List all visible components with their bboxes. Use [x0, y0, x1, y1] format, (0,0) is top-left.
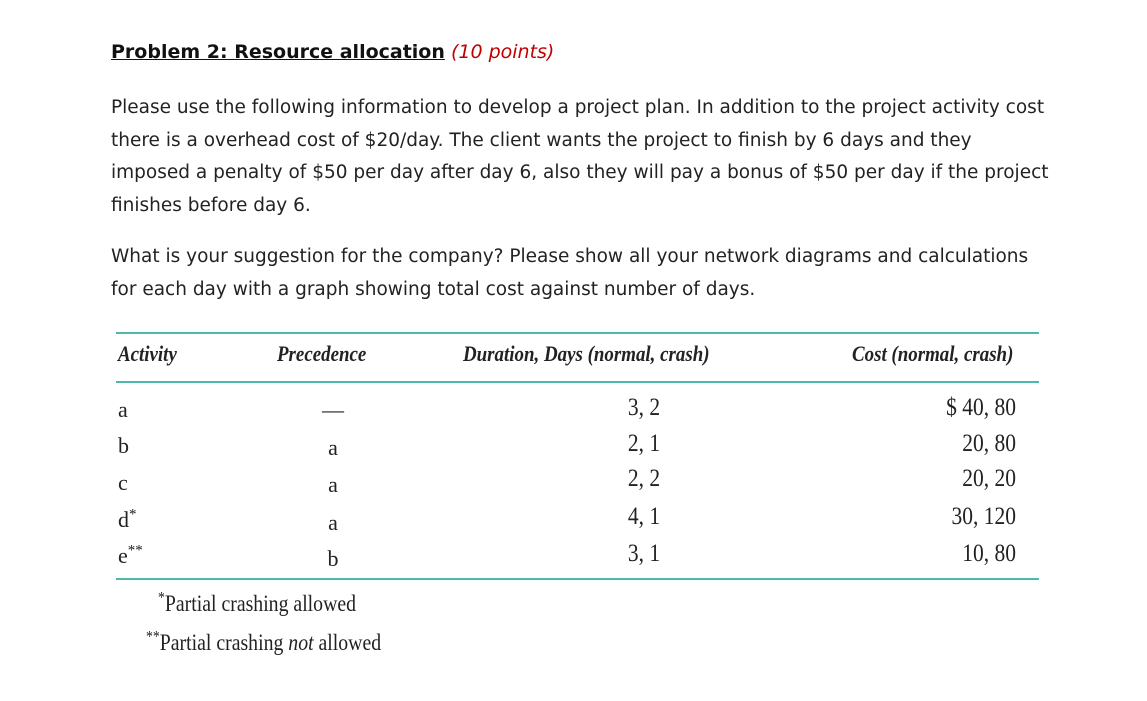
description-line: Please use the following information to develop a project plan. In addition to the project activity cost	[111, 97, 1045, 118]
header-activity: Activity	[118, 341, 177, 366]
header-duration: Duration, Days (normal, crash)	[463, 341, 710, 366]
duration-cell: 3, 2	[627, 394, 661, 421]
activity-cell: a	[118, 397, 128, 422]
duration-cell: 3, 1	[627, 540, 661, 567]
description-line: there is a overhead cost of $20/day. The client wants the project to finish by 6 days and they	[111, 129, 972, 151]
footnote-partial-allowed: *Partial crashing allowed	[158, 589, 357, 616]
table-top-rule	[116, 332, 1039, 334]
activity-cell: c	[118, 470, 128, 495]
table-bottom-rule	[116, 578, 1039, 580]
duration-cell: 2, 2	[627, 465, 661, 492]
question-line: What is your suggestion for the company? Please show all your network diagrams and calculations	[111, 246, 1029, 267]
table-header-rule	[116, 381, 1039, 383]
problem-heading	[111, 41, 554, 63]
description-line: imposed a penalty of $50 per day after day 6, also they will pay a bonus of $50 per day if the project	[111, 162, 1049, 183]
precedence-cell: b	[327, 546, 339, 571]
header-precedence: Precedence	[277, 341, 367, 366]
cost-cell: 30, 120	[951, 503, 1016, 530]
cost-cell: $ 40, 80	[946, 394, 1016, 421]
problem-description	[111, 92, 1049, 222]
header-cost: Cost (normal, crash)	[852, 341, 1014, 366]
cost-cell: 20, 80	[962, 430, 1016, 457]
duration-cell: 2, 1	[627, 430, 661, 457]
activity-cell: b	[118, 433, 129, 458]
footnote-partial-not-allowed: **Partial crashing not allowed	[146, 628, 382, 655]
cost-cell: 10, 80	[962, 540, 1016, 567]
description-line: finishes before day 6.	[111, 194, 311, 216]
problem-points: (10 points)	[450, 41, 555, 63]
question-line: for each day with a graph showing total cost against number of days.	[111, 278, 756, 300]
precedence-cell: a	[328, 472, 338, 497]
precedence-cell: a	[328, 435, 338, 460]
problem-title: Problem 2: Resource allocation	[111, 41, 445, 63]
duration-cell: 4, 1	[627, 503, 661, 530]
activity-cell: e**	[118, 542, 143, 568]
precedence-cell: —	[322, 397, 344, 422]
problem-question	[111, 241, 1028, 306]
cost-cell: 20, 20	[962, 465, 1016, 492]
precedence-cell: a	[328, 510, 338, 535]
activity-cell: d*	[118, 506, 137, 532]
